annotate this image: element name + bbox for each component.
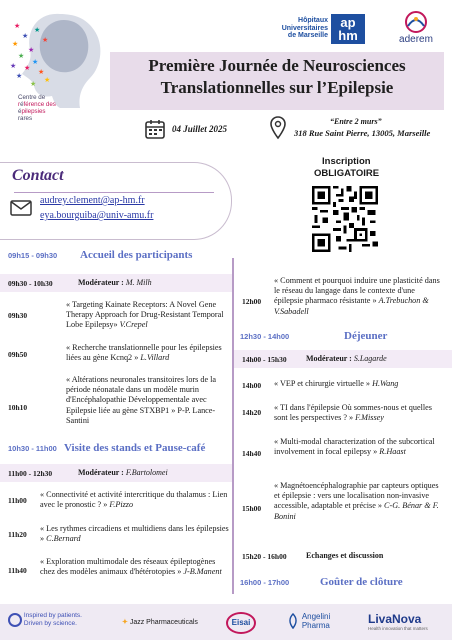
- talk-manent: « Exploration multimodale des réseaux épileptogènes chez des modèles animaux d'hétérotopies » J-B.Manent: [40, 557, 222, 577]
- qr-code[interactable]: [312, 186, 378, 252]
- svg-text:★: ★: [24, 64, 31, 72]
- svg-text:★: ★: [34, 26, 41, 34]
- program-divider: [232, 258, 234, 594]
- talk-time-1140: 11h40: [8, 566, 27, 575]
- page-title: Première Journée de Neurosciences Translationnelles sur l’Epilepsie: [148, 56, 406, 97]
- welcome-time: 09h15 - 09h30: [8, 251, 58, 260]
- inscription-label: Inscription: [322, 156, 371, 167]
- ucb-icon: [8, 613, 22, 627]
- venue-name: “Entre 2 murs”: [330, 117, 382, 126]
- lunch-title: Déjeuner: [344, 330, 388, 342]
- aphm-logo: Hôpitaux Universitaires de Marseille ap hm: [272, 14, 368, 48]
- talk-time-0950: 09h50: [8, 350, 28, 359]
- svg-text:★: ★: [14, 22, 21, 30]
- moderator-1: Modérateur : M. Milh: [78, 278, 152, 287]
- svg-text:★: ★: [22, 32, 29, 40]
- closing-time: 16h00 - 17h00: [240, 578, 290, 587]
- talk-lance-santini: « Altérations neuronales transitoires lors de la période néonatale dans un modèle murin d'Encéphalopathie Développementale avec Epilepsie liée au gène STXBP1 » P-P. Lance-Santini: [66, 375, 217, 425]
- svg-text:★: ★: [16, 72, 23, 80]
- ucb-logo: Inspired by patients. Driven by science.: [8, 612, 82, 627]
- talk-time-1420: 14h20: [242, 408, 262, 417]
- mail-icon: [10, 200, 32, 216]
- aderem-icon: [388, 10, 444, 34]
- moderator-3: Modérateur : S.Lagarde: [306, 354, 387, 363]
- aderem-logo: [388, 10, 444, 50]
- closing-title: Goûter de clôture: [320, 576, 403, 588]
- svg-text:★: ★: [42, 36, 49, 44]
- talk-time-1500: 15h00: [242, 504, 262, 513]
- moderator-2: Modérateur : F.Bartolomei: [78, 468, 168, 477]
- talk-time-1010: 10h10: [8, 403, 28, 412]
- talk-bernard: « Les rythmes circadiens et multidiens dans les épilepsies » C.Bernard: [40, 524, 229, 544]
- svg-text:★: ★: [38, 68, 45, 76]
- calendar-icon: [144, 118, 166, 140]
- talk-haast: « Multi-modal characterization of the subcortical involvement in focal epilepsy » R.Haast: [274, 437, 435, 457]
- break-title: Visite des stands et Pause-café: [64, 442, 206, 454]
- svg-text:★: ★: [18, 52, 25, 60]
- talk-time-1200: 12h00: [242, 297, 262, 306]
- discussion-time: 15h20 - 16h00: [242, 552, 287, 561]
- talk-time-1440: 14h40: [242, 449, 262, 458]
- talk-pizzo: « Connectivité et activité intercritique du thalamus : Lien avec le pronostic ? » F.Pizzo: [40, 490, 228, 510]
- angelini-logo: Angelini Pharma: [286, 612, 330, 630]
- talk-time-1400: 14h00: [242, 381, 262, 390]
- talk-time-0930: 09h30: [8, 311, 28, 320]
- moderator-time-3: 14h00 - 15h30: [242, 355, 287, 364]
- email-link-audrey[interactable]: audrey.clement@ap-hm.fr: [40, 195, 145, 206]
- welcome-title: Accueil des participants: [80, 249, 193, 261]
- logo-caption: Centre de référence des épilepsies rares: [18, 94, 56, 122]
- talk-missey: « TI dans l'épilepsie Où sommes-nous et quelles sont les perspectives ? » F.Missey: [274, 403, 432, 423]
- discussion-title: Echanges et discussion: [306, 551, 384, 560]
- contact-title: Contact: [12, 167, 64, 184]
- talk-time-1100: 11h00: [8, 496, 27, 505]
- svg-text:★: ★: [30, 80, 37, 88]
- talk-wang: « VEP et chirurgie virtuelle » H.Wang: [274, 379, 399, 388]
- talk-benar-bonini: « Magnétoencéphalographie par capteurs optiques et épilepsie : vers une localisation non-invasive accessible, adaptable et précise » C-G. Bénar & F. Bonini: [274, 481, 439, 521]
- livanova-logo: LivaNova Health innovation that matters: [368, 612, 428, 631]
- aderem-text: aderem: [399, 34, 433, 45]
- svg-text:★: ★: [32, 58, 39, 66]
- event-date: 04 Juillet 2025: [172, 124, 228, 134]
- talk-crepel: « Targeting Kainate Receptors: A Novel Gene Therapy Approach for Drug-Resistant Temporal Lobe Epilepsy» V.Crepel: [66, 300, 224, 330]
- svg-text:★: ★: [10, 62, 17, 70]
- venue-address: 318 Rue Saint Pierre, 13005, Marseille: [294, 128, 431, 138]
- jazz-logo: ✦ Jazz Pharmaceuticals: [122, 619, 198, 626]
- email-link-eya[interactable]: eya.bourguiba@univ-amu.fr: [40, 210, 154, 221]
- talk-trebuchon: « Comment et pourquoi induire une plasticité dans le réseau du langage dans le contexte d'une épilepsie pharmaco résistante » A.Trebuchon & V.Sabadell: [274, 276, 440, 316]
- talk-time-1120: 11h20: [8, 530, 27, 539]
- eisai-logo: Eisai: [226, 612, 256, 634]
- svg-text:★: ★: [44, 76, 51, 84]
- break-time: 10h30 - 11h00: [8, 444, 57, 453]
- moderator-time-1: 09h30 - 10h30: [8, 279, 53, 288]
- contact-divider: [14, 192, 214, 193]
- lunch-time: 12h30 - 14h00: [240, 332, 290, 341]
- angelini-icon: [286, 613, 300, 629]
- talk-villard: « Recherche translationnelle pour les épilepsies liées au gène Kcnq2 » L.Villard: [66, 343, 222, 363]
- moderator-time-2: 11h00 - 12h30: [8, 469, 53, 478]
- svg-text:★: ★: [28, 46, 35, 54]
- inscription-required: OBLIGATOIRE: [314, 168, 380, 179]
- svg-text:★: ★: [12, 40, 19, 48]
- location-pin-icon: [270, 116, 286, 140]
